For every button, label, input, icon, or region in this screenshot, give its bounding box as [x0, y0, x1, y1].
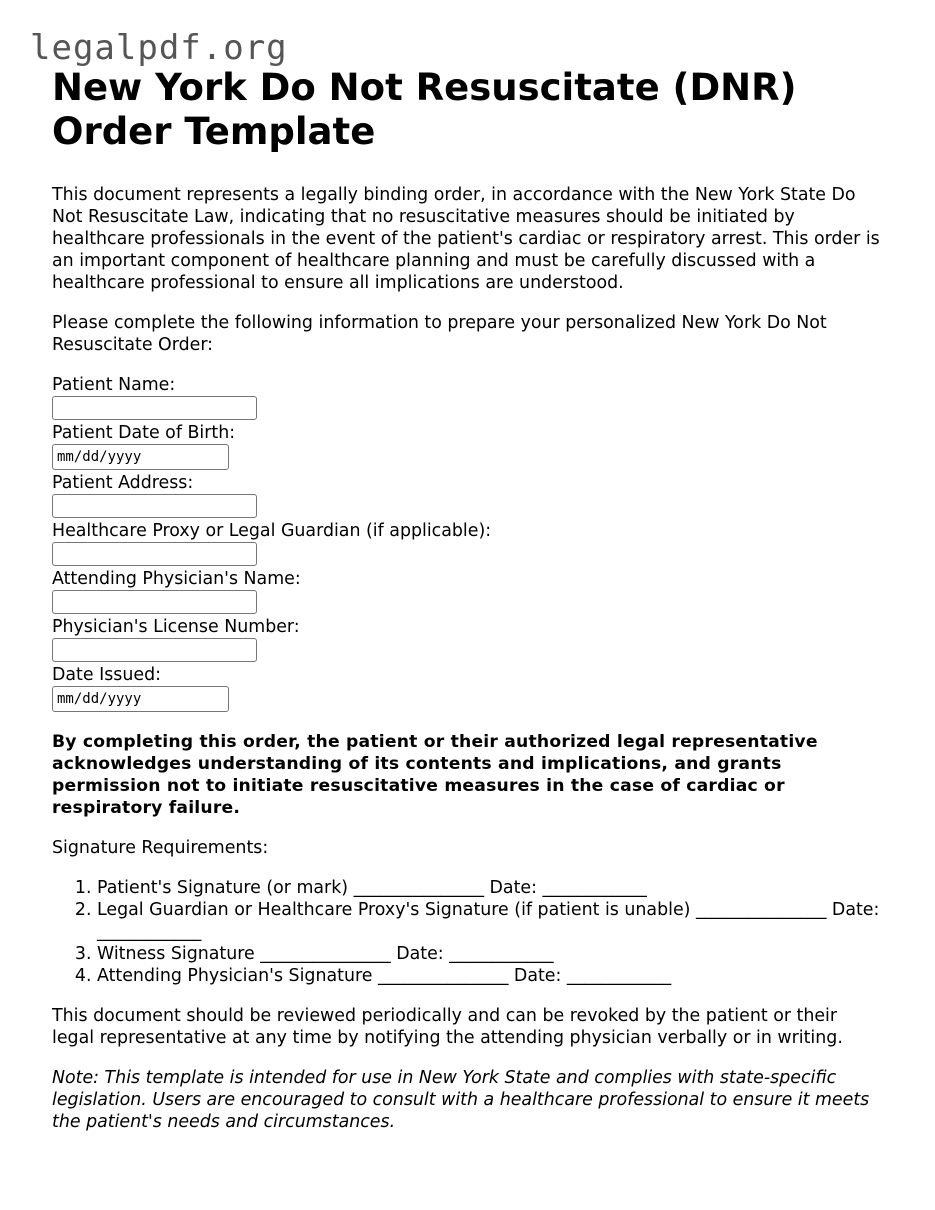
- watermark: legalpdf.org: [30, 28, 288, 68]
- patient-name-label: Patient Name:: [52, 375, 176, 395]
- patient-dob-input[interactable]: mm/dd/yyyy: [52, 444, 229, 470]
- license-number-input[interactable]: [52, 638, 257, 662]
- page-title: New York Do Not Resuscitate (DNR) Order Template: [52, 66, 797, 153]
- intro-paragraph: This document represents a legally binding order, in accordance with the New York State Do Not Resuscitate Law, indicating that no resuscitative measures should be initiated by healthcare professionals in the event of the patient's cardiac or respiratory arrest. This order is an important component of healthcare planning and must be carefully discussed with a healthcare professional to ensure all implications are understood.: [52, 185, 880, 293]
- instructions-paragraph: Please complete the following information to prepare your personalized New York Do Not Resuscitate Order:: [52, 313, 827, 355]
- proxy-guardian-input[interactable]: [52, 542, 257, 566]
- license-number-label: Physician's License Number:: [52, 617, 300, 637]
- proxy-guardian-label: Healthcare Proxy or Legal Guardian (if applicable):: [52, 521, 492, 541]
- physician-name-label: Attending Physician's Name:: [52, 569, 301, 589]
- patient-address-label: Patient Address:: [52, 473, 194, 493]
- signature-item-witness: 3. Witness Signature _______________ Date: ____________: [97, 943, 882, 965]
- patient-dob-label: Patient Date of Birth:: [52, 423, 236, 443]
- document-body: [52, 66, 882, 1133]
- date-issued-input[interactable]: mm/dd/yyyy: [52, 686, 229, 712]
- note-paragraph: Note: This template is intended for use in New York State and complies with state-specific legislation. Users are encouraged to consult with a healthcare professional to ensure it meets the patient's needs and circumstances.: [52, 1068, 870, 1132]
- signature-item-physician: 4. Attending Physician's Signature _______________ Date: ____________: [97, 965, 882, 987]
- signature-requirements-heading: Signature Requirements:: [52, 838, 269, 858]
- dnr-form: [52, 374, 882, 712]
- acknowledgement-paragraph: By completing this order, the patient or their authorized legal representative acknowledges understanding of its contents and implications, and grants permission not to initiate resuscitative measures in the case of cardiac or respiratory failure.: [52, 732, 818, 818]
- signature-item-guardian: 2. Legal Guardian or Healthcare Proxy's Signature (if patient is unable) _______________ Date: ____________: [97, 899, 882, 943]
- patient-address-input[interactable]: [52, 494, 257, 518]
- signature-list: [52, 877, 882, 987]
- revocation-paragraph: This document should be reviewed periodically and can be revoked by the patient or their legal representative at any time by notifying the attending physician verbally or in writing.: [52, 1006, 843, 1048]
- signature-item-patient: 1. Patient's Signature (or mark) _______________ Date: ____________: [97, 877, 882, 899]
- physician-name-input[interactable]: [52, 590, 257, 614]
- date-issued-label: Date Issued:: [52, 665, 161, 685]
- patient-name-input[interactable]: [52, 396, 257, 420]
